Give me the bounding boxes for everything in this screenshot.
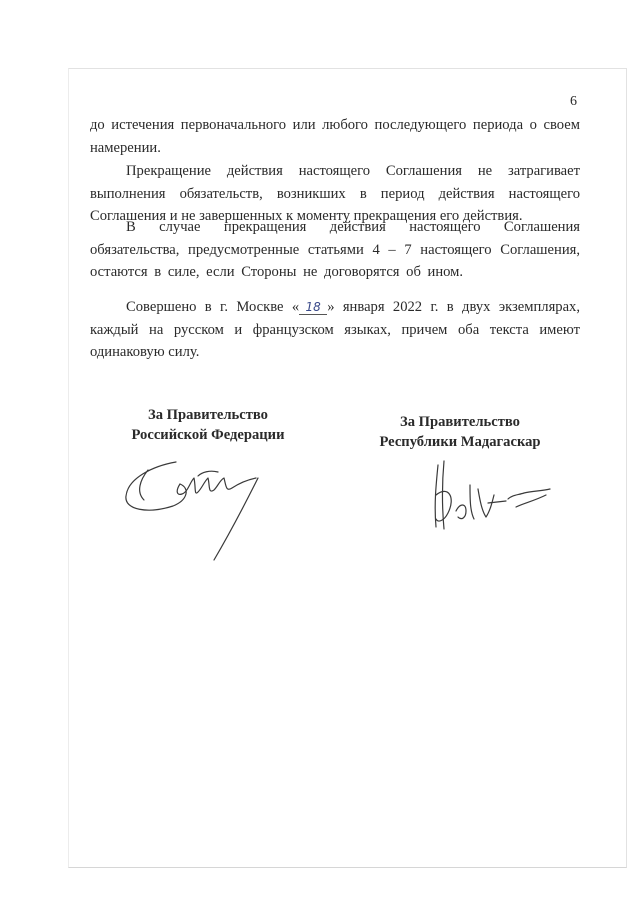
paragraph-obligations-unaffected: Прекращение действия настоящего Соглашения не затрагивает выполнения обязательств, возникших в период действия настоящего Соглашения и не завершенных к моменту прекращения его действия. [90, 163, 580, 224]
signatory-madagascar-line2: Республики Мадагаскар [379, 434, 541, 450]
signatory-russia-line1: За Правительство [148, 407, 268, 423]
signature-russia [118, 448, 268, 573]
done-at-suffix: » января 2022 г. в двух экземплярах, каждый на русском и французском языках, причем оба текста имеют одинаковую силу. [90, 299, 580, 360]
paragraph-articles-remain: В случае прекращения действия настоящего Соглашения обязательства, предусмотренные статьями 4 – 7 настоящего Соглашения, остаются в силе, если Стороны не договорятся об ином. [90, 219, 580, 280]
done-at-prefix: Совершено в г. Москве « [126, 299, 300, 315]
handwritten-date: 18 [299, 300, 327, 315]
signatory-madagascar-line1: За Правительство [400, 414, 520, 430]
signatory-russia-line2: Российской Федерации [131, 427, 285, 443]
paragraph-done-at [90, 296, 580, 364]
paragraph-termination-notice: до истечения первоначального или любого последующего периода о своем намерении. [90, 117, 580, 156]
signatory-madagascar [360, 412, 560, 452]
signature-madagascar [428, 455, 558, 535]
page-number: 6 [570, 94, 577, 109]
signatory-russia [118, 405, 298, 445]
